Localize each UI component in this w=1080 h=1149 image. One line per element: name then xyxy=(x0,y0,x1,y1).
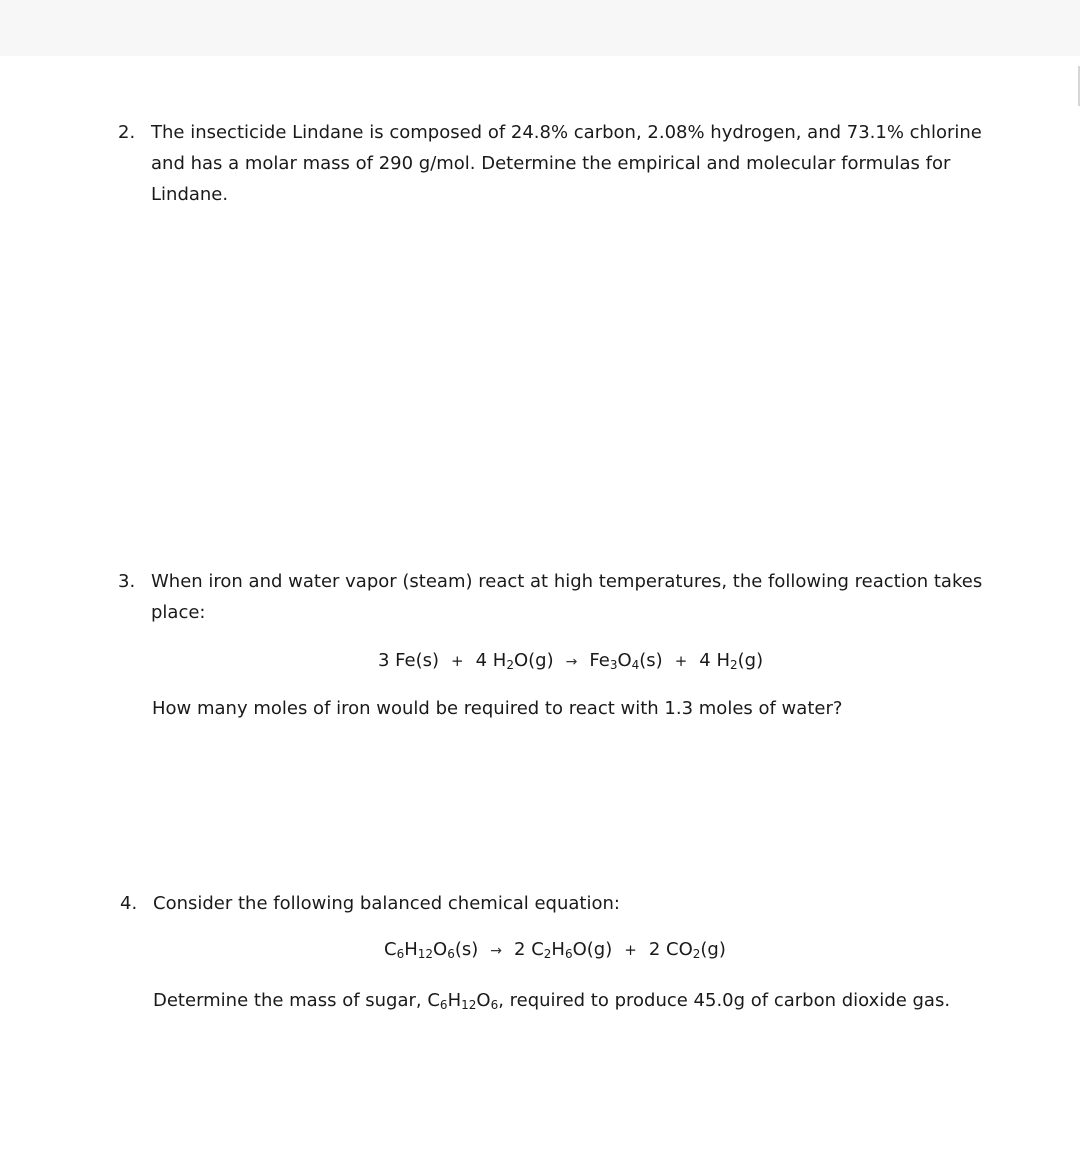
question-2-number: 2. xyxy=(118,122,136,143)
question-2-line-2: and has a molar mass of 290 g/mol. Determine the empirical and molecular formulas for xyxy=(151,153,951,174)
question-3-line-2: place: xyxy=(151,602,206,623)
product-hydrogen: 4 H2(g) xyxy=(699,650,764,672)
question-3-number: 3. xyxy=(118,571,136,592)
question-3-prompt: How many moles of iron would be required to react with 1.3 moles of water? xyxy=(152,698,843,719)
plus-sign: + xyxy=(674,652,688,670)
reactant-iron: 3 Fe(s) xyxy=(378,650,440,671)
reaction-arrow: → xyxy=(490,943,503,959)
iron-steam-equation xyxy=(378,650,763,671)
reactant-glucose: C6H12O6(s) xyxy=(384,939,479,961)
question-4-prompt: Determine the mass of sugar, $C_6H_{12}O_6$, required to produce 45.0g of carbon dioxide gas. xyxy=(153,990,951,1012)
product-carbon-dioxide: 2 CO2(g) xyxy=(648,939,726,961)
question-2-line-1: The insecticide Lindane is composed of 24.8% carbon, 2.08% hydrogen, and 73.1% chlorine xyxy=(151,122,982,143)
reaction-arrow: → xyxy=(565,654,578,670)
question-3-line-1: When iron and water vapor (steam) react at high temperatures, the following reaction takes xyxy=(151,571,983,592)
question-2-text xyxy=(151,117,982,210)
fermentation-equation xyxy=(384,939,726,960)
product-ethanol: 2 C2H6O(g) xyxy=(514,939,613,961)
question-4-line-1: Consider the following balanced chemical equation: xyxy=(153,893,620,914)
reactant-water: 4 H2O(g) xyxy=(475,650,554,672)
plus-sign: + xyxy=(451,652,464,670)
question-4-number: 4. xyxy=(120,893,138,914)
top-margin-bar xyxy=(0,0,1080,56)
question-3-text xyxy=(151,566,982,628)
plus-sign: + xyxy=(624,941,637,959)
question-4-text xyxy=(153,888,620,919)
product-iron-oxide: Fe3O4(s) xyxy=(589,650,663,672)
question-2-line-3: Lindane. xyxy=(151,184,229,205)
